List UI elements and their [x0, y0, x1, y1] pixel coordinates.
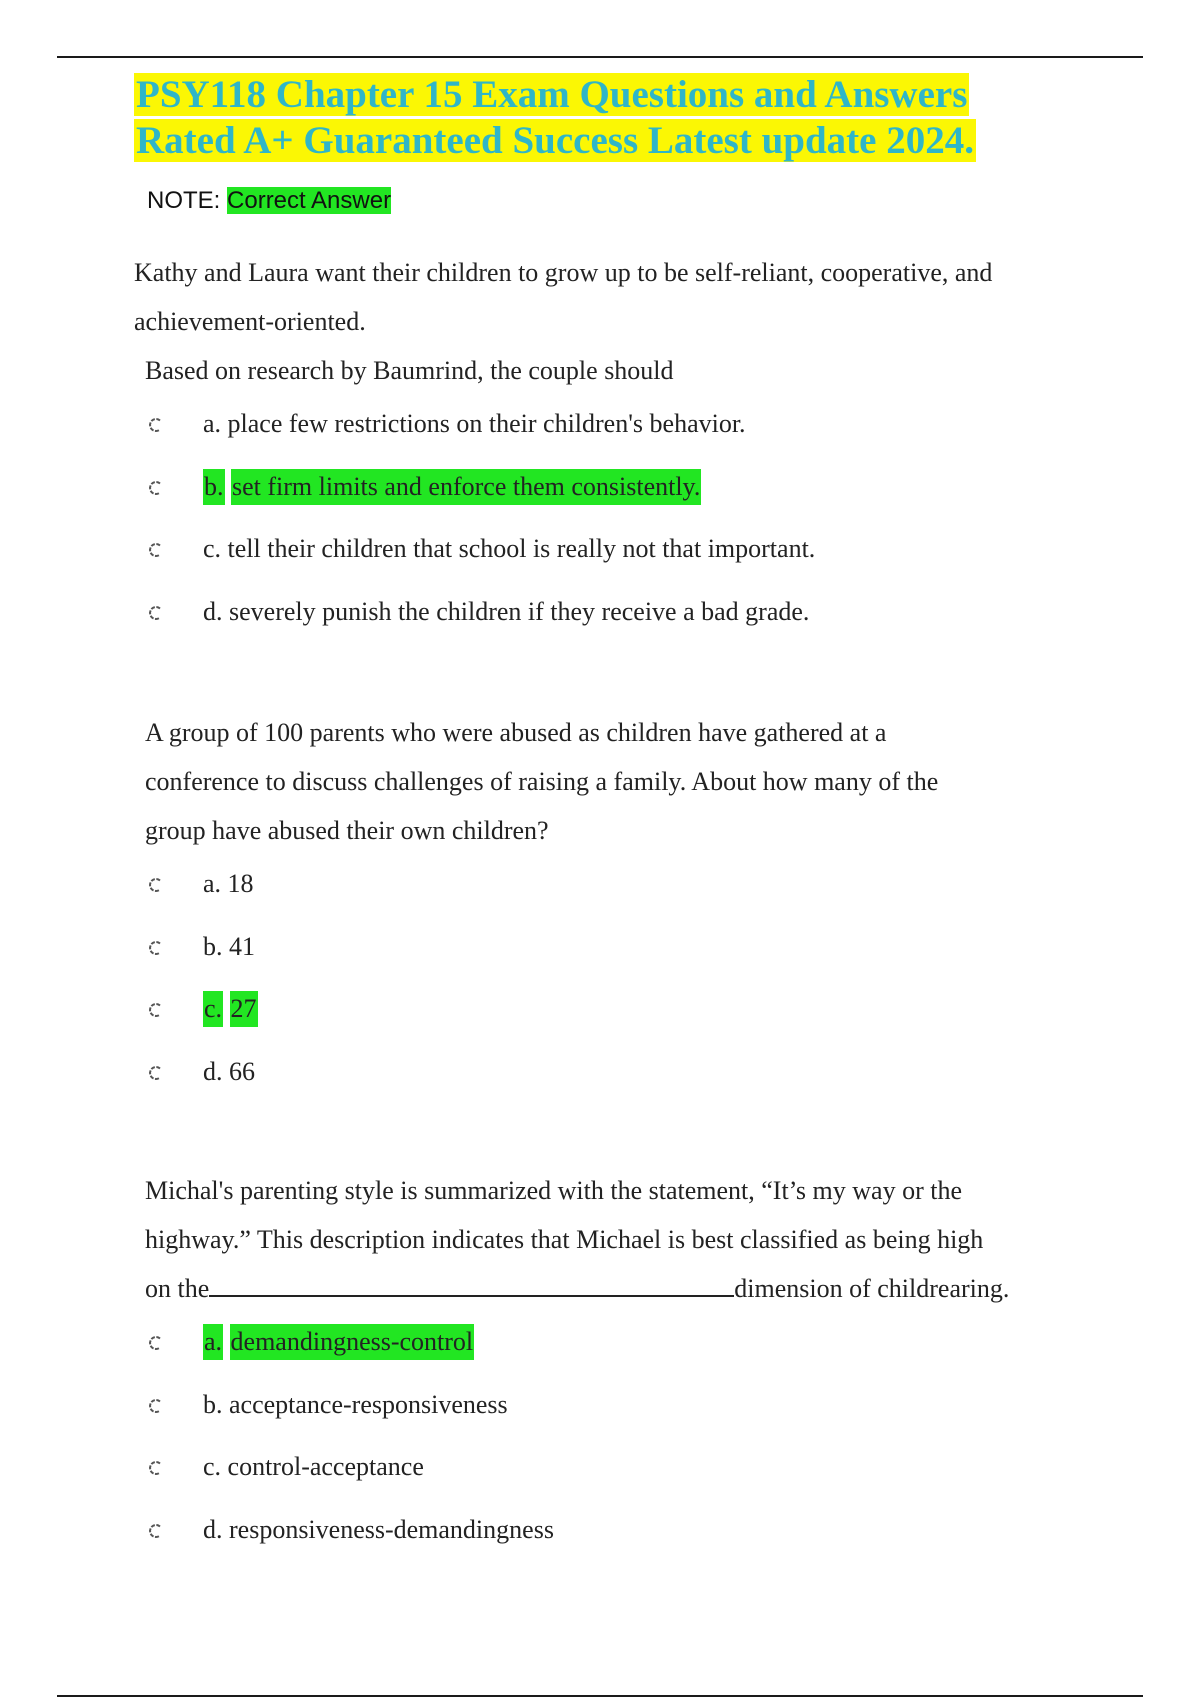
note-label: NOTE:: [147, 187, 221, 214]
option-letter: a.: [203, 409, 222, 438]
radio-button-icon[interactable]: [147, 1002, 163, 1018]
option-letter: c.: [203, 534, 222, 563]
question-3-options: [147, 1324, 554, 1574]
radio-button-icon[interactable]: [147, 417, 163, 433]
radio-button-icon[interactable]: [147, 480, 163, 496]
question-2-option-c[interactable]: [147, 991, 258, 1054]
question-1-options: [147, 406, 815, 656]
top-rule: [57, 56, 1143, 58]
question-1-option-b[interactable]: [147, 469, 815, 532]
question-3-stem-line-2: highway.” This description indicates that Michael is best classified as being high: [145, 1225, 984, 1254]
radio-button-icon[interactable]: [147, 1065, 163, 1081]
question-1-stem-line-1: Kathy and Laura want their children to grow up to be self-reliant, cooperative, and: [134, 258, 993, 287]
question-2-option-b[interactable]: [147, 929, 258, 992]
radio-button-icon[interactable]: [147, 542, 163, 558]
question-2-option-d[interactable]: [147, 1054, 258, 1117]
document-title: [134, 72, 1034, 164]
option-text: tell their children that school is really not that important.: [227, 534, 816, 563]
option-text: severely punish the children if they receive a bad grade.: [229, 596, 810, 626]
question-1-option-c[interactable]: [147, 531, 815, 594]
question-2-options: [147, 866, 258, 1116]
question-3-option-d[interactable]: [147, 1512, 554, 1575]
option-letter: c.: [203, 1452, 222, 1481]
option-text-correct: 27: [230, 991, 258, 1027]
option-letter: b.: [203, 931, 223, 961]
option-letter-correct: c.: [203, 991, 223, 1027]
question-2-option-a[interactable]: [147, 866, 258, 929]
question-2-stem-line-2: conference to discuss challenges of raising a family. About how many of the: [145, 767, 939, 796]
radio-button-icon[interactable]: [147, 877, 163, 893]
option-text: acceptance-responsiveness: [229, 1389, 508, 1419]
option-letter: b.: [203, 1389, 223, 1419]
option-letter: d.: [203, 596, 223, 626]
stem-suffix: dimension of childrearing.: [734, 1274, 1010, 1303]
radio-button-icon[interactable]: [147, 1523, 163, 1539]
option-text: place few restrictions on their children's behavior.: [227, 409, 746, 438]
option-text-correct: demandingness-control: [230, 1324, 475, 1360]
question-3-option-b[interactable]: [147, 1387, 554, 1450]
question-2-stem-line-1: A group of 100 parents who were abused as children have gathered at a: [145, 718, 887, 747]
option-text-correct: set firm limits and enforce them consistently.: [231, 469, 701, 505]
question-1-option-a[interactable]: [147, 406, 815, 469]
option-letter: a.: [203, 869, 222, 898]
option-text: 41: [229, 931, 255, 961]
option-letter-correct: b.: [203, 469, 225, 505]
question-3-stem-line-3: [145, 1264, 1009, 1313]
question-2-stem-line-3: group have abused their own children?: [145, 816, 549, 845]
answer-key-note: [147, 184, 391, 218]
option-letter-correct: a.: [203, 1324, 223, 1360]
option-text: 18: [227, 869, 254, 898]
radio-button-icon[interactable]: [147, 1460, 163, 1476]
title-line-2: Rated A+ Guaranteed Success Latest update 2024.: [136, 119, 974, 162]
fill-in-blank: [209, 1267, 734, 1297]
title-line-1: PSY118 Chapter 15 Exam Questions and Answers: [136, 73, 968, 116]
option-letter: d.: [203, 1514, 223, 1544]
option-letter: d.: [203, 1056, 223, 1086]
option-text: 66: [229, 1056, 255, 1086]
stem-prefix: on the: [145, 1274, 210, 1303]
note-highlight-sample: Correct Answer: [227, 187, 392, 214]
radio-button-icon[interactable]: [147, 605, 163, 621]
radio-button-icon[interactable]: [147, 1398, 163, 1414]
option-text: responsiveness-demandingness: [229, 1514, 554, 1544]
radio-button-icon[interactable]: [147, 940, 163, 956]
question-3-stem-line-1: Michal's parenting style is summarized with the statement, “It’s my way or the: [145, 1176, 962, 1205]
question-3-option-c[interactable]: [147, 1449, 554, 1512]
question-1-stem-line-3: Based on research by Baumrind, the couple should: [145, 356, 674, 385]
option-text: control-acceptance: [227, 1452, 424, 1481]
bottom-rule: [57, 1695, 1143, 1697]
question-1-option-d[interactable]: [147, 594, 815, 657]
radio-button-icon[interactable]: [147, 1335, 163, 1351]
question-1-stem-line-2: achievement-oriented.: [134, 307, 366, 336]
question-3-option-a[interactable]: [147, 1324, 554, 1387]
